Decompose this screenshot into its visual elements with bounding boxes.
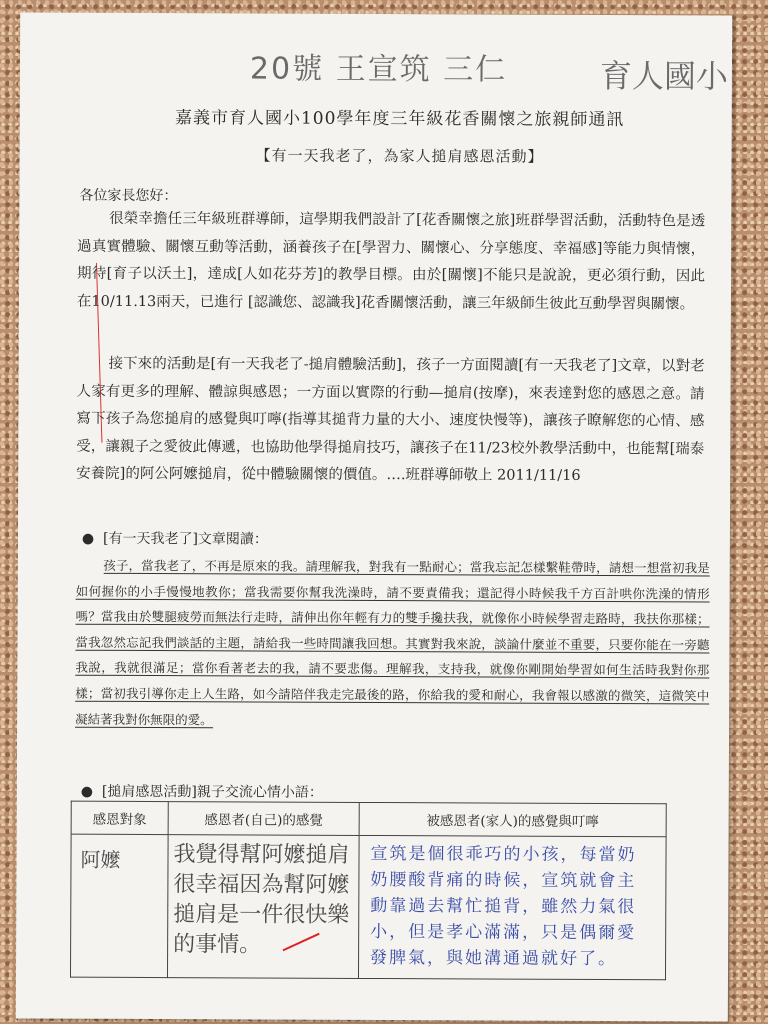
header-family-feeling: 被感恩者(家人)的感覺與叮嚀 [359, 802, 666, 836]
reading-passage-text: 孩子，當我老了，不再是原來的我。請理解我，對我有一點耐心；當我忘記怎樣繫鞋帶時，請想一想當初我是如何握你的小手慢慢地教你；當我需要你幫我洗澡時，請不要責備我；還記得小時候我千方百計哄你洗澡的情形嗎？當我由於雙腿疲勞而無法行走時，請伸出你年輕有力的雙手攙扶我，就像你小時候學習走路時，我扶你那樣；當我忽然忘記我們談話的主題，請給我一些時間讓我回想。其實對我來說，談論什麼並不重要，只要你能在一旁聽我說，我就很滿足；當你看著老去的我，請不要悲傷。理解我，支持我，就像你剛開始學習如何生活時我對你那樣；當初我引導你走上人生路，如今請陪伴我走完最後的路，你給我的愛和耐心，我會報以感激的微笑，這微笑中凝結著我對你無限的愛。 [75, 557, 710, 727]
paragraph-intro: 很榮幸擔任三年級班群導師，這學期我們設計了[花香關懷之旅]班群學習活動，活動特色是透過真實體驗、關懷互動等活動，涵養孩子在[學習力、關懷心、分享態度、幸福感]等能力與情懷，期待[育子以沃土]，達成[人如花芬芳]的教學目標。由於[關懷]不能只是說說，更必須行動，因此在10/11.13兩天，已進行 [認識您、認識我]花香關懷活動，讓三年級師生彼此互動學習與關懷。 [76, 210, 706, 312]
bullet-reading [82, 528, 268, 549]
header-self-feeling: 感恩者(自己)的感覺 [168, 802, 359, 836]
bullet-dot-icon: ● [81, 530, 104, 547]
cell-family-feeling [358, 835, 666, 979]
cell-target [70, 834, 168, 977]
reading-passage [75, 553, 710, 735]
handwritten-family-feeling: 宣筑是個很乖巧的小孩，每當奶奶腰酸背痛的時候，宣筑就會主動靠過去幫忙搥背，雖然力氣很小，但是孝心滿滿，只是偶爾愛發脾氣，與她溝通過就好了。 [370, 843, 637, 970]
bullet-dot-icon: ● [80, 783, 102, 800]
table-header-row [71, 801, 666, 837]
feelings-table [70, 801, 667, 981]
bullet-exchange-label: [搥肩感恩活動]親子交流心情小語： [101, 783, 323, 801]
bullet-reading-label: [有一天我老了]文章閱讀： [102, 530, 268, 548]
greeting: 各位家長您好： [79, 187, 178, 205]
handwritten-self-feeling: 我覺得幫阿嬤搥肩很幸福因為幫阿嬤搥肩是一件很快樂的事情。 [173, 842, 350, 958]
document-title: 嘉義市育人國小100學年度三年級花香關懷之旅親師通訊 [174, 108, 625, 131]
handwritten-name-line: 20號 王宣筑 三仁 [249, 51, 508, 88]
cell-self-feeling [167, 835, 359, 979]
bullet-exchange [81, 781, 323, 802]
handwritten-target: 阿嬤 [80, 847, 121, 872]
handwritten-school-name: 育人國小 [599, 56, 729, 96]
table-row [70, 834, 666, 980]
header-target: 感恩對象 [71, 801, 168, 834]
document-subtitle: 【有一天我老了，為家人搥肩感恩活動】 [255, 146, 544, 166]
paragraph-activity: 接下來的活動是[有一天我老了-搥肩體驗活動]，孩子一方面閱讀[有一天我老了]文章，以對老人家有更多的理解、體諒與感恩；一方面以實際的行動—搥肩(按摩)，來表達對您的感恩之意。請寫下孩子為您搥肩的感覺與叮嚀(指導其搥背力量的大小、速度快慢等)，讓孩子瞭解您的心情、感受，讓親子之愛彼此傳遞，也協助他學得搥肩技巧，讓孩子在11/23校外教學活動中，也能幫[瑞泰安養院]的阿公阿嬤搥肩，從中體驗關懷的價值。….班群導師敬上 2011/11/16 [76, 355, 705, 484]
document-sheet [16, 12, 732, 1021]
